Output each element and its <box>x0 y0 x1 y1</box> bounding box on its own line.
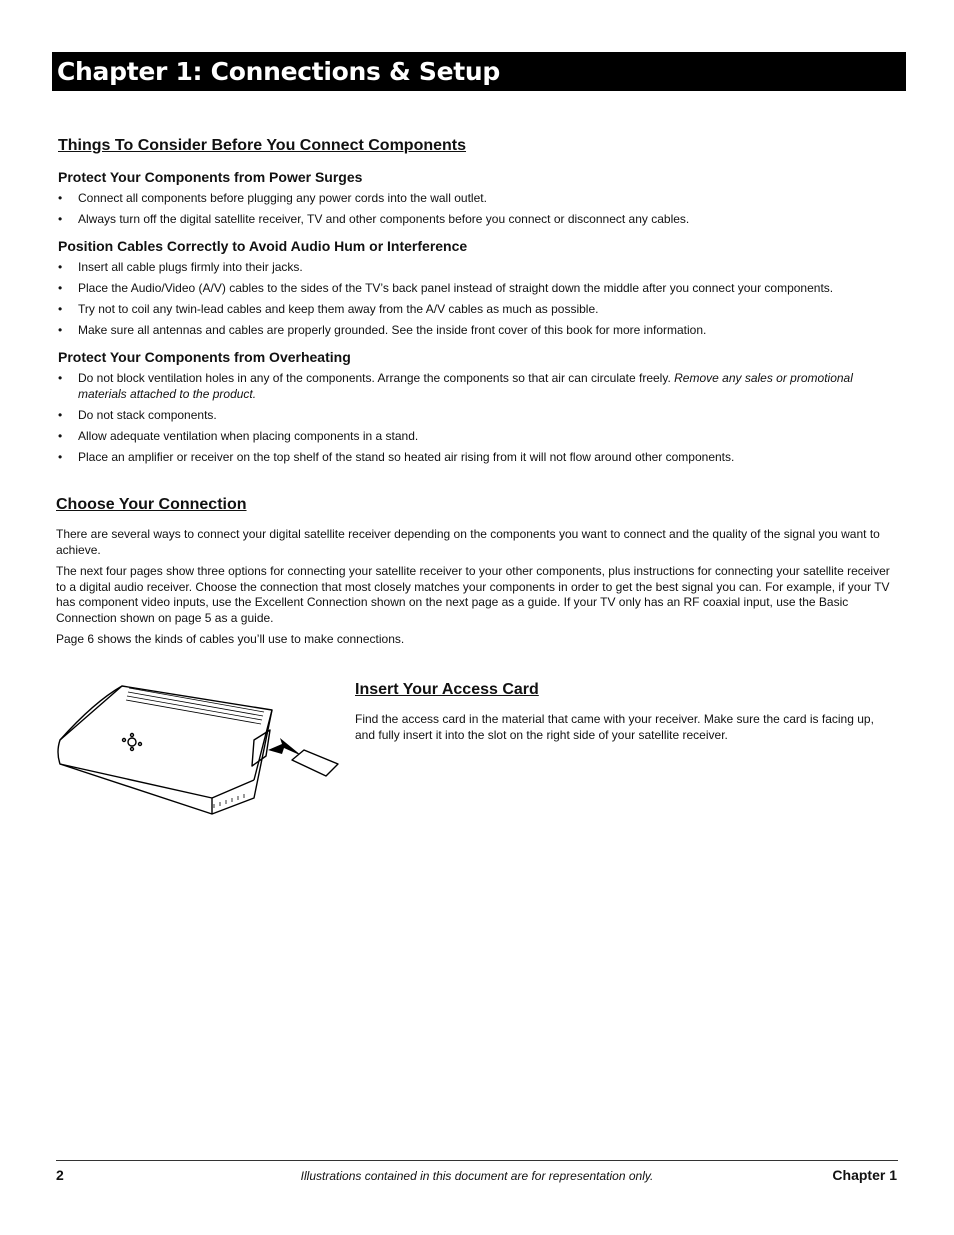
list-item: • Place an amplifier or receiver on the top shelf of the stand so heated air rising from it will not flow around other components. <box>56 449 856 465</box>
list-item-emphasis: Remove any sales or promotional materials attached to the product. <box>78 371 853 401</box>
page-number: 2 <box>56 1167 64 1183</box>
receiver-card-illustration <box>54 680 344 820</box>
power-surge-list <box>56 190 896 232</box>
cable-list <box>56 259 896 343</box>
section-title-choose-connection: Choose Your Connection <box>56 496 247 513</box>
chapter-title: Chapter 1: Connections & Setup <box>57 57 501 86</box>
subsection-title-overheating: Protect Your Components from Overheating <box>58 349 351 365</box>
paragraph: Page 6 shows the kinds of cables you’ll use to make connections. <box>56 632 405 646</box>
list-item: • Try not to coil any twin-lead cables and keep them away from the A/V cables as much as possible. <box>56 301 896 317</box>
section-title-access-card: Insert Your Access Card <box>355 681 539 698</box>
list-item <box>56 370 856 402</box>
satellite-receiver-icon <box>58 686 272 814</box>
overheating-list <box>56 370 856 470</box>
insert-arrow-icon <box>268 738 302 756</box>
list-item: • Always turn off the digital satellite receiver, TV and other components before you connect or disconnect any cables. <box>56 211 896 227</box>
paragraph: The next four pages show three options for connecting your satellite receiver to your other components, plus instructions for connecting your satellite receiver to a digital audio receiver. Choose the connection that most closely matches your components in order to get the best signal you can. For example, if your TV has component video inputs, use the Excellent Connection shown on the next page as a guide. If your TV only has an RF coaxial input, use the Basic Connection shown on page 5 as a guide. <box>56 564 890 625</box>
paragraph: Find the access card in the material that came with your receiver. Make sure the card is facing up, and fully insert it into the slot on the right side of your satellite receiver. <box>355 712 874 742</box>
access-card-icon <box>292 750 338 776</box>
chapter-banner <box>52 52 906 91</box>
list-item: • Insert all cable plugs firmly into their jacks. <box>56 259 896 275</box>
footer-chapter: Chapter 1 <box>832 1167 897 1183</box>
subsection-title-cables: Position Cables Correctly to Avoid Audio Hum or Interference <box>58 238 468 254</box>
list-item: • Connect all components before plugging any power cords into the wall outlet. <box>56 190 896 206</box>
paragraph: There are several ways to connect your digital satellite receiver depending on the components you want to connect and the quality of the signal you want to achieve. <box>56 527 880 557</box>
list-item: • Allow adequate ventilation when placing components in a stand. <box>56 428 856 444</box>
list-item: • Do not stack components. <box>56 407 856 423</box>
list-item: • Place the Audio/Video (A/V) cables to the sides of the TV’s back panel instead of straight down the middle after you connect your components. <box>56 280 896 296</box>
list-item-text: Do not block ventilation holes in any of the components. Arrange the components so that air can circulate freely. <box>78 371 675 385</box>
list-item: • Make sure all antennas and cables are properly grounded. See the inside front cover of this book for more information. <box>56 322 896 338</box>
footer-divider <box>56 1160 898 1161</box>
footer-note: Illustrations contained in this document are for representation only. <box>300 1169 654 1183</box>
section-title-things-to-consider: Things To Consider Before You Connect Components <box>58 137 467 154</box>
subsection-title-power-surges: Protect Your Components from Power Surges <box>58 169 363 185</box>
